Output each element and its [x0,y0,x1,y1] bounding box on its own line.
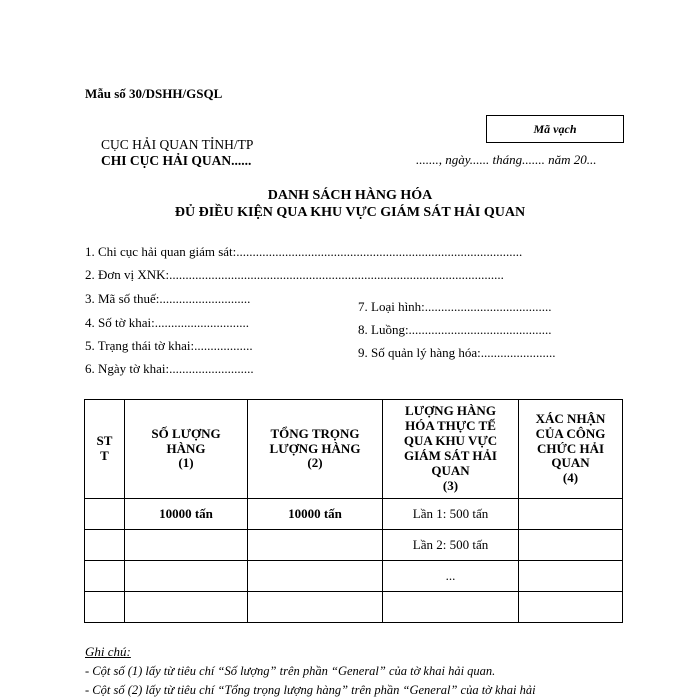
table-header-row [85,400,623,499]
field-declaration-status: 5. Trạng thái tờ khai:.................. [85,338,253,353]
document-title: DANH SÁCH HÀNG HÓA [267,188,433,203]
cell-quantity [125,561,248,592]
field-goods-management-number: 9. Số quản lý hàng hóa:....................... [358,345,556,360]
goods-table [84,399,623,623]
cell-confirmation [519,530,623,561]
agency-line-2: CHI CỤC HẢI QUAN...... [101,153,252,168]
cell-quantity [125,592,248,623]
cell-actual-quantity: ... [383,561,519,592]
field-type: 7. Loại hình:....................................... [358,299,552,314]
barcode-box [486,115,624,143]
cell-stt [85,499,125,530]
date-line: ......., ngày...... tháng....... năm 20... [416,152,597,167]
cell-actual-quantity: Lần 2: 500 tấn [383,530,519,561]
cell-stt [85,592,125,623]
cell-actual-quantity: Lần 1: 500 tấn [383,499,519,530]
field-declaration-number: 4. Số tờ khai:............................. [85,315,249,330]
cell-quantity: 10000 tấn [125,499,248,530]
cell-confirmation [519,499,623,530]
note-line-2: - Cột số (2) lấy từ tiêu chí “Tổng trọng lượng hàng” trên phần “General” của tờ khai hải [85,683,536,697]
notes-title: Ghi chú: [85,644,131,659]
cell-total-weight [248,592,383,623]
field-declaration-date: 6. Ngày tờ khai:.......................... [85,361,254,376]
header-stt: STT [85,400,125,499]
header-actual-quantity: LƯỢNG HÀNG HÓA THỰC TẾ QUA KHU VỰC GIÁM SÁT HẢI QUAN (3) [383,400,519,499]
note-line-1: - Cột số (1) lấy từ tiêu chí “Số lượng” trên phần “General” của tờ khai hải quan. [85,664,496,678]
cell-confirmation [519,561,623,592]
field-tax-code: 3. Mã số thuế:............................ [85,291,251,306]
table-row [85,499,623,530]
header-officer-confirmation: XÁC NHẬN CỦA CÔNG CHỨC HẢI QUAN (4) [519,400,623,499]
field-channel: 8. Luồng:............................................ [358,322,552,337]
cell-total-weight [248,561,383,592]
field-supervising-office: 1. Chi cục hải quan giám sát:........................................................................................ [85,244,523,259]
cell-confirmation [519,592,623,623]
cell-stt [85,561,125,592]
table-row [85,561,623,592]
table-row [85,530,623,561]
document-subtitle: ĐỦ ĐIỀU KIỆN QUA KHU VỰC GIÁM SÁT HẢI QUAN [174,205,526,220]
header-quantity: SỐ LƯỢNG HÀNG (1) [125,400,248,499]
agency-line-1: CỤC HẢI QUAN TỈNH/TP [101,137,254,152]
table-row [85,592,623,623]
cell-total-weight [248,530,383,561]
header-total-weight: TỔNG TRỌNG LƯỢNG HÀNG (2) [248,400,383,499]
barcode-label: Mã vạch [533,121,577,136]
cell-actual-quantity [383,592,519,623]
cell-stt [85,530,125,561]
form-code: Mẫu số 30/DSHH/GSQL [85,86,223,101]
cell-total-weight: 10000 tấn [248,499,383,530]
cell-quantity [125,530,248,561]
field-trader: 2. Đơn vị XNK:....................................................................................................... [85,267,504,282]
